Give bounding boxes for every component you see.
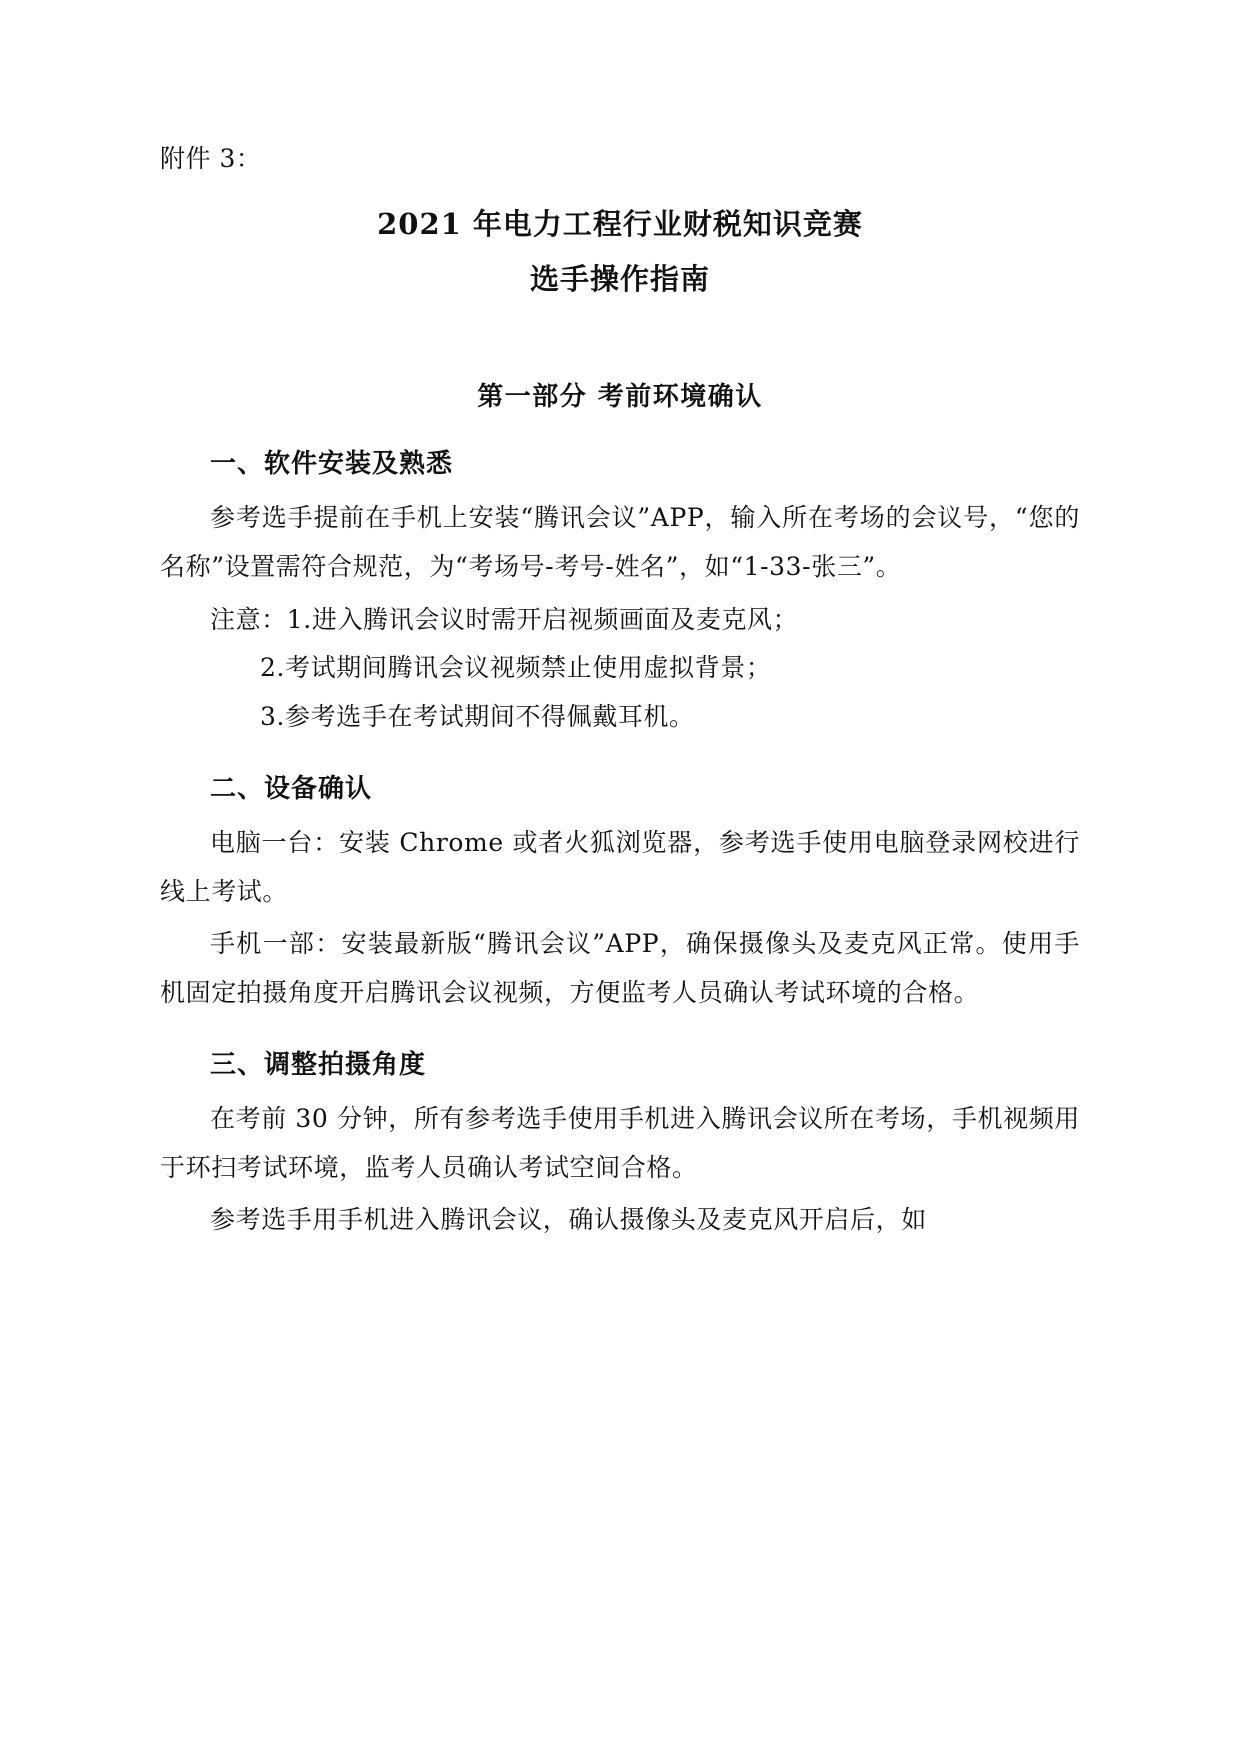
heading-camera-angle: 三、调整拍摄角度 [210, 1049, 427, 1080]
heading-software-installation: 一、软件安装及熟悉 [210, 449, 454, 480]
document-title-line-2: 选手操作指南 [529, 261, 710, 296]
note-item-2: 2.考试期间腾讯会议视频禁止使用虚拟背景； [260, 653, 772, 683]
section-item-1 [160, 443, 1080, 742]
paragraph-software-installation: 参考选手提前在手机上安装“腾讯会议”APP，输入所在考场的会议号，“您的名称”设置需符合规范，为“考场号-考号-姓名”，如“1-33-张三”。 [160, 503, 1080, 581]
paragraph-pre-exam-check: 在考前 30 分钟，所有参考选手使用手机进入腾讯会议所在考场，手机视频用于环扫考试环境，监考人员确认考试空间合格。 [160, 1103, 1080, 1182]
section-item-3 [160, 1044, 1080, 1245]
part-one-title: 第一部分 考前环境确认 [477, 382, 763, 413]
note-item-3: 3.参考选手在考试期间不得佩戴耳机。 [260, 702, 695, 732]
section-item-2 [160, 768, 1080, 1018]
note-item-1: 注意：1.进入腾讯会议时需开启视频画面及麦克风； [210, 604, 799, 634]
heading-device-confirmation: 二、设备确认 [210, 773, 373, 804]
document-title-line-1: 2021 年电力工程行业财税知识竞赛 [377, 206, 863, 241]
attachment-label: 附件 3： [160, 144, 262, 173]
paragraph-meeting-entry: 参考选手用手机进入腾讯会议，确认摄像头及麦克风开启后，如 [210, 1205, 927, 1235]
paragraph-phone-requirement: 手机一部：安装最新版“腾讯会议”APP，确保摄像头及麦克风正常。使用手机固定拍摄角度开启腾讯会议视频，方便监考人员确认考试环境的合格。 [160, 929, 1080, 1008]
paragraph-computer-requirement: 电脑一台：安装 Chrome 或者火狐浏览器，参考选手使用电脑登录网校进行线上考试。 [160, 827, 1080, 906]
